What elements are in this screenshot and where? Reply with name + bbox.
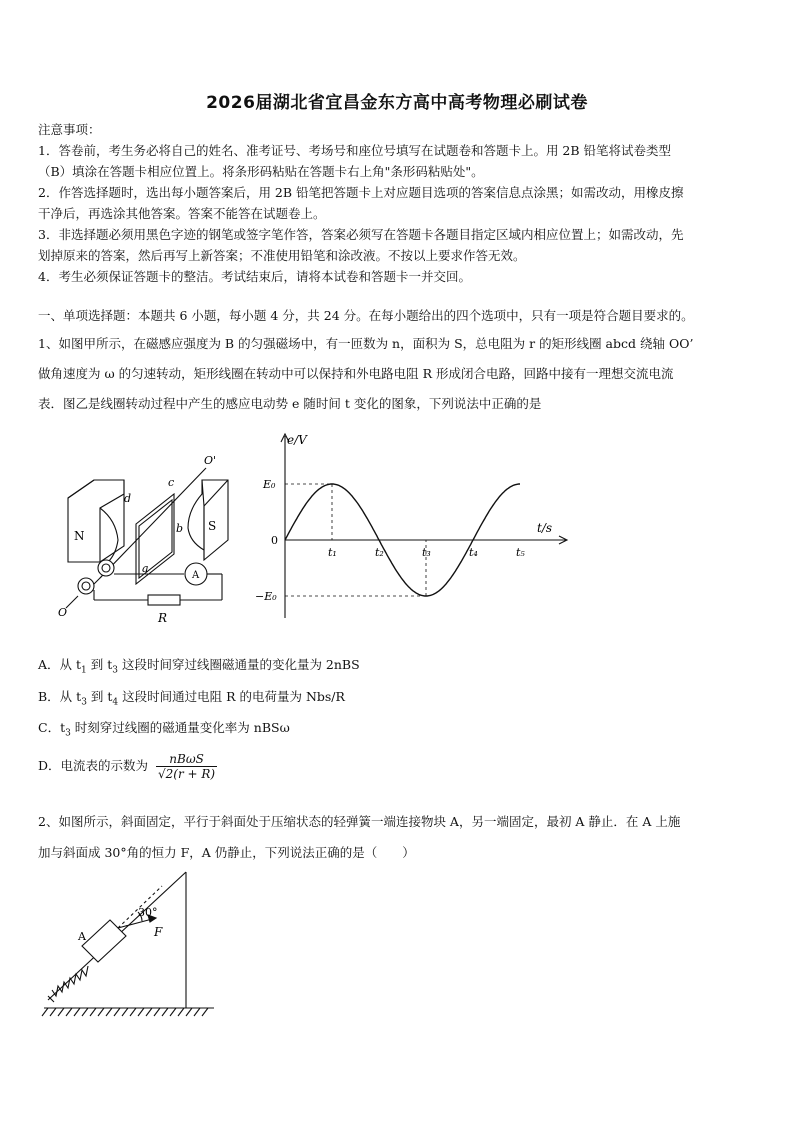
- x-tick-label: t₄: [469, 546, 478, 559]
- ground-hatch: [58, 1008, 64, 1016]
- ground-hatch: [74, 1008, 80, 1016]
- generator-diagram: [38, 450, 268, 630]
- ground-hatch: [106, 1008, 112, 1016]
- notice-line-4: 干净后，再选涂其他答案。答案不能答在试题卷上。: [38, 206, 326, 221]
- q1-option-d[interactable]: D．电流表的示数为 $\frac{\text{nBωS}}{√2(r + R)}$: [38, 752, 216, 781]
- incline-diagram: [38, 868, 218, 1028]
- fraction: $\frac{\text{nBωS}}{√2(r + R)}$: [158, 752, 216, 781]
- notice-line-7: 4．考生必须保证答题卡的整洁。考试结束后，请将本试卷和答题卡一并交回。: [38, 269, 471, 284]
- notice-line-3: 2．作答选择题时，选出每小题答案后，用 2B 铅笔把答题卡上对应题目选项的答案信息点涂黑；如需改动，用橡皮擦: [38, 185, 684, 200]
- ground-hatch: [50, 1008, 56, 1016]
- block-a-label: A: [78, 930, 86, 943]
- section-heading: 一、单项选择题：本题共 6 小题，每小题 4 分，共 24 分。在每小题给出的四个选项中，只有一项是符合题目要求的。: [38, 308, 694, 323]
- notice-line-2: （B）填涂在答题卡相应位置上。将条形码粘贴在答题卡右上角"条形码粘贴处"。: [38, 164, 484, 179]
- ground-hatch: [114, 1008, 120, 1016]
- x-tick-label: t₅: [516, 546, 525, 559]
- ground-hatch: [82, 1008, 88, 1016]
- q2-line-2: 加与斜面成 30°角的恒力 F，A 仍静止，下列说法正确的是（ ）: [38, 845, 415, 860]
- neg-e0-tick-label: −E₀: [255, 590, 277, 603]
- q1-line-2: 做角速度为 ω 的匀速转动，矩形线圈在转动中可以保持和外电路电阻 R 形成闭合电路，回路中接有一理想交流电流: [38, 366, 674, 381]
- ground-hatch: [90, 1008, 96, 1016]
- force-f-label: F: [154, 925, 163, 939]
- emf-time-graph: [255, 428, 585, 628]
- q1-option-c[interactable]: C．$t_3$ 时刻穿过线圈的磁通量变化率为 nBSω: [38, 720, 290, 739]
- ground-hatch: [162, 1008, 168, 1016]
- notice-heading: 注意事项：: [38, 122, 101, 137]
- q2-line-1: 2、如图所示，斜面固定，平行于斜面处于压缩状态的轻弹簧一端连接物块 A，另一端固定，最初 A 静止．在 A 上施: [38, 814, 681, 829]
- angle-label: 30°: [138, 906, 158, 919]
- axis-label-o: O: [58, 606, 68, 619]
- ground-hatch: [122, 1008, 128, 1016]
- ground-hatch: [154, 1008, 160, 1016]
- ground-hatch: [186, 1008, 192, 1016]
- magnet-s-label: S: [208, 519, 217, 533]
- x-axis-label: t/s: [537, 521, 553, 535]
- q1-option-b[interactable]: B．从 $t_3$ 到 $t_4$ 这段时间通过电阻 R 的电荷量为 Nbs/R: [38, 689, 345, 708]
- coil-label-a: a: [142, 562, 149, 575]
- resistor-label: R: [158, 611, 168, 625]
- q1-option-a[interactable]: A．从 $t_1$ 到 $t_3$ 这段时间穿过线圈磁通量的变化量为 2nBS: [38, 657, 360, 676]
- notice-line-1: 1．答卷前，考生务必将自己的姓名、准考证号、考场号和座位号填写在试题卷和答题卡上。用 2B 铅笔将试卷类型: [38, 143, 672, 158]
- ground-hatch: [138, 1008, 144, 1016]
- x-tick-label: t₂: [375, 546, 384, 559]
- coil-label-d: d: [124, 492, 132, 505]
- ground-hatch: [98, 1008, 104, 1016]
- ground-hatch: [178, 1008, 184, 1016]
- y-axis-label: e/V: [287, 433, 307, 447]
- e0-tick-label: E₀: [263, 478, 276, 491]
- ground-hatch: [66, 1008, 72, 1016]
- notice-line-6: 划掉原来的答案，然后再写上新答案；不准使用铅笔和涂改液。不按以上要求作答无效。: [38, 248, 526, 263]
- q1-line-1: 1、如图甲所示，在磁感应强度为 B 的匀强磁场中，有一匝数为 n，面积为 S，总电阻为 r 的矩形线圈 abcd 绕轴 OO’: [38, 336, 694, 351]
- ground-hatch: [170, 1008, 176, 1016]
- coil-label-c: c: [168, 476, 175, 489]
- notice-line-5: 3．非选择题必须用黑色字迹的钢笔或签字笔作答，答案必须写在答题卡各题目指定区域内相应位置上；如需改动，先: [38, 227, 684, 242]
- ground-hatch: [42, 1008, 48, 1016]
- ground-hatch: [194, 1008, 200, 1016]
- page-title: 2026届湖北省宜昌金东方高中高考物理必刷试卷: [206, 93, 588, 113]
- x-tick-label: t₃: [422, 546, 431, 559]
- magnet-n-label: N: [74, 529, 85, 543]
- ground-hatch: [202, 1008, 208, 1016]
- coil-label-b: b: [176, 522, 184, 535]
- ammeter-label: A: [192, 570, 200, 581]
- q1-line-3: 表．图乙是线圈转动过程中产生的感应电动势 e 随时间 t 变化的图象，下列说法中正确的是: [38, 396, 542, 411]
- ground-hatch: [146, 1008, 152, 1016]
- origin-label: 0: [271, 534, 278, 547]
- ground-hatch: [130, 1008, 136, 1016]
- x-tick-label: t₁: [328, 546, 337, 559]
- axis-label-o-prime: O': [204, 454, 217, 467]
